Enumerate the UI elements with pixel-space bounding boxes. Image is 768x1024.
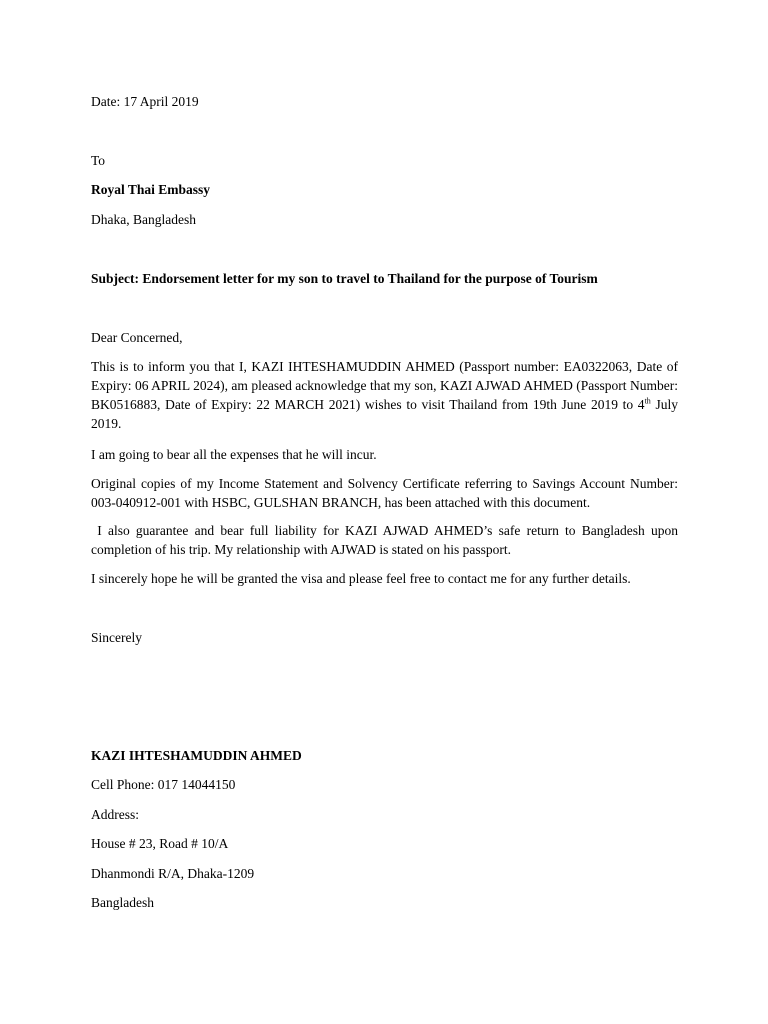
recipient-name: Royal Thai Embassy [91,182,211,197]
paragraph-guarantee: I also guarantee and bear full liability for KAZI AJWAD AHMED’s safe return to Bangladesh upon completion of his trip. My relationship with AJWAD is stated on his passport. [91,523,682,557]
letter-subject: Subject: Endorsement letter for my son to travel to Thailand for the purpose of Tourism [91,271,598,286]
ordinal-suffix: th [644,396,651,406]
paragraph-documents: Original copies of my Income Statement and Solvency Certificate referring to Savings Account Number: 003-040912-001 with HSBC, GULSHAN BRANCH, has been attached with this document. [91,476,678,510]
closing: Sincerely [91,630,142,645]
paragraph-intro [91,357,678,433]
recipient-address: Dhaka, Bangladesh [91,212,196,227]
paragraph-closing-request: I sincerely hope he will be granted the visa and please feel free to contact me for any further details. [91,571,631,586]
cell-phone: Cell Phone: 017 14044150 [91,777,236,792]
to-label: To [91,153,106,168]
paragraph-intro-end: July 2019. [91,397,678,431]
salutation: Dear Concerned, [91,330,183,345]
address-line-3: Bangladesh [91,895,154,910]
signer-name: KAZI IHTESHAMUDDIN AHMED [91,748,302,763]
paragraph-intro-text: This is to inform you that I, KAZI IHTESHAMUDDIN AHMED (Passport number: EA0322063, Date of Expiry: 06 APRIL 2024), am pleased acknowledge that my son, KAZI AJWAD AHMED (Passport Number: BK0516883, Date of Expiry: 22 MARCH 2021) wishes to visit Thailand from 19th June 2019 to 4 [91,359,678,412]
address-line-1: House # 23, Road # 10/A [91,836,229,851]
address-line-2: Dhanmondi R/A, Dhaka-1209 [91,866,255,881]
address-label: Address: [91,807,139,822]
paragraph-expenses: I am going to bear all the expenses that he will incur. [91,447,377,462]
letter-date: Date: 17 April 2019 [91,94,199,109]
